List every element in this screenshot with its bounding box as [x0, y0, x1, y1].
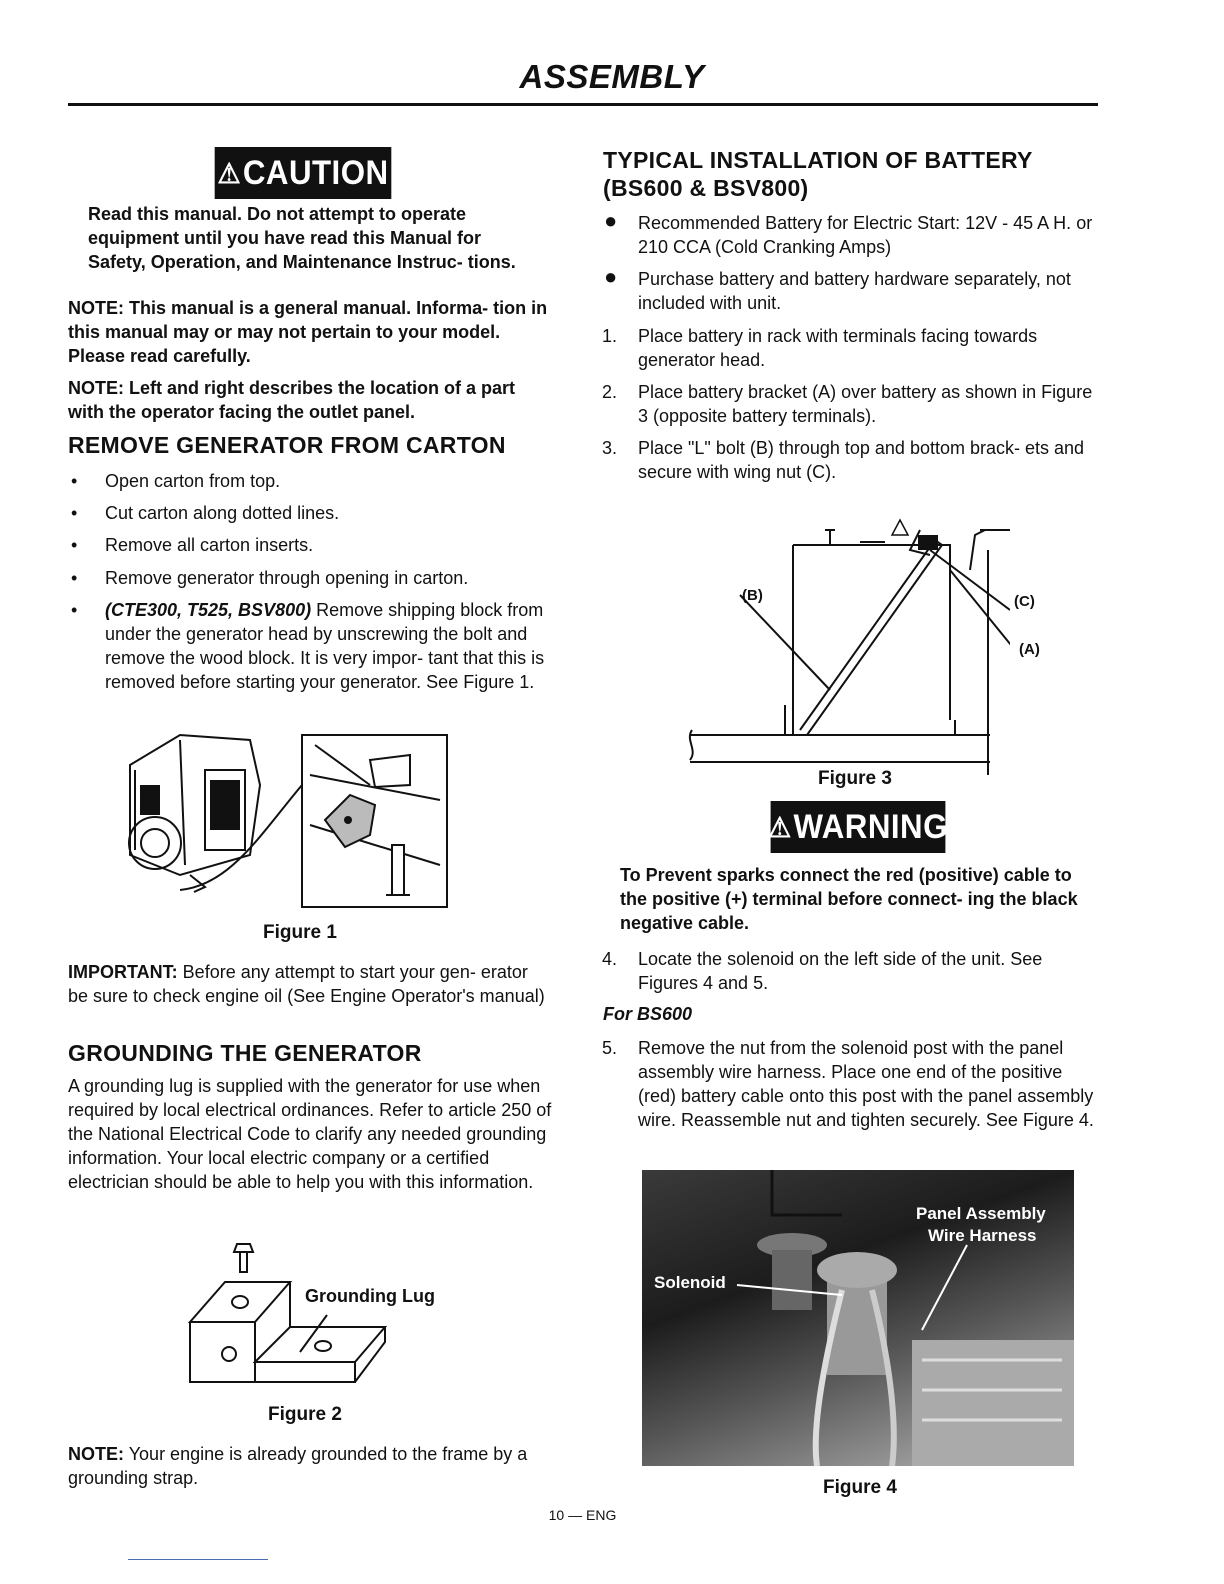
warning-triangle-icon: ⚠ — [217, 157, 242, 189]
list-item: 3. Place "L" bolt (B) through top and bottom brack- ets and secure with wing nut (C). — [602, 438, 1085, 482]
grounding-heading: GROUNDING THE GENERATOR — [68, 1040, 422, 1066]
list-item: 1. Place battery in rack with terminals facing towards generator head. — [602, 326, 1038, 370]
warning-triangle-icon: ⚠ — [768, 811, 792, 843]
title-rule — [68, 103, 1098, 106]
grounding-lug-label: Grounding Lug — [305, 1286, 435, 1306]
warning-banner — [768, 801, 948, 853]
warning-text: To Prevent sparks connect the red (positive) cable to the positive (+) terminal before connect- ing the black negative cable. — [620, 865, 1078, 933]
fig3-label-b: (B) — [742, 587, 763, 604]
note-grounded-frame: NOTE: Your engine is already grounded to the frame by a grounding strap. — [68, 1444, 528, 1488]
list-item: • Remove generator through opening in carton. — [71, 568, 469, 588]
list-item: 4. Locate the solenoid on the left side of the unit. See Figures 4 and 5. — [602, 949, 1043, 993]
figure1-generator-illustration — [110, 725, 455, 915]
caution-text: Read this manual. Do not attempt to operate equipment until you have read this Manual for Safety, Operation, and Maintenance Instruc- tions. — [88, 204, 516, 272]
important-text: IMPORTANT: Before any attempt to start your gen- erator be sure to check engine oil (See Engine Operator's manual) — [68, 962, 545, 1006]
battery-heading: TYPICAL INSTALLATION OF BATTERY (BS600 & BSV800) — [603, 147, 1033, 201]
caution-label: CAUTION — [242, 153, 389, 192]
figure4-caption: Figure 4 — [823, 1477, 897, 1498]
list-item: • (CTE300, T525, BSV800) Remove shipping block from under the generator head by unscrewing the bolt and remove the wood block. It is very impor- tant that this is removed before starting your generator. See Figure 1. — [71, 600, 545, 692]
figure1-caption: Figure 1 — [263, 922, 337, 943]
figure3-battery-illustration — [680, 500, 1010, 775]
list-item: • Remove all carton inserts. — [71, 535, 314, 555]
note-general-manual: NOTE: This manual is a general manual. Informa- tion in this manual may or may not pertain to your model. Please read carefully. — [68, 298, 548, 366]
list-item: 2. Place battery bracket (A) over battery as shown in Figure 3 (opposite battery terminals). — [602, 382, 1093, 426]
photo-label-panel-assembly: Panel Assembly — [916, 1204, 1046, 1223]
page-title: ASSEMBLY — [519, 58, 705, 95]
page-footer: 10 — ENG — [548, 1507, 617, 1523]
remove-heading: REMOVE GENERATOR FROM CARTON — [68, 432, 506, 458]
caution-banner — [215, 147, 392, 199]
for-model-label: For BS600 — [603, 1004, 693, 1024]
fig3-label-a: (A) — [1019, 641, 1040, 658]
figure2-grounding-lug-illustration — [185, 1232, 455, 1392]
warning-label: WARNING — [793, 807, 948, 846]
figure2-caption: Figure 2 — [268, 1404, 342, 1425]
footer-rule — [128, 1559, 268, 1560]
note-left-right: NOTE: Left and right describes the location of a part with the operator facing the outlet panel. — [68, 378, 516, 422]
list-item: ● Purchase battery and battery hardware separately, not included with unit. — [604, 264, 1071, 313]
fig3-label-c: (C) — [1014, 593, 1035, 610]
figure3-caption: Figure 3 — [818, 768, 892, 789]
figure4-solenoid-photo — [642, 1170, 1074, 1466]
list-item: • Cut carton along dotted lines. — [71, 503, 340, 523]
list-item: • Open carton from top. — [71, 471, 281, 491]
list-item: ● Recommended Battery for Electric Start: 12V - 45 A H. or 210 CCA (Cold Cranking Amps) — [604, 208, 1093, 257]
grounding-text: A grounding lug is supplied with the generator for use when required by local electrical ordinances. Refer to article 250 of the National Electrical Code to clarify any needed grounding information. Your local electric company or a certified electrician should be able to help you with this information. — [68, 1076, 552, 1192]
list-item: 5. Remove the nut from the solenoid post with the panel assembly wire harness. Place one end of the positive (red) battery cable onto this post with the panel assembly wire. Reassemble nut and tighten securely. See Figure 4. — [602, 1038, 1094, 1130]
photo-label-solenoid: Solenoid — [654, 1273, 726, 1292]
photo-label-wire-harness: Wire Harness — [928, 1226, 1037, 1245]
